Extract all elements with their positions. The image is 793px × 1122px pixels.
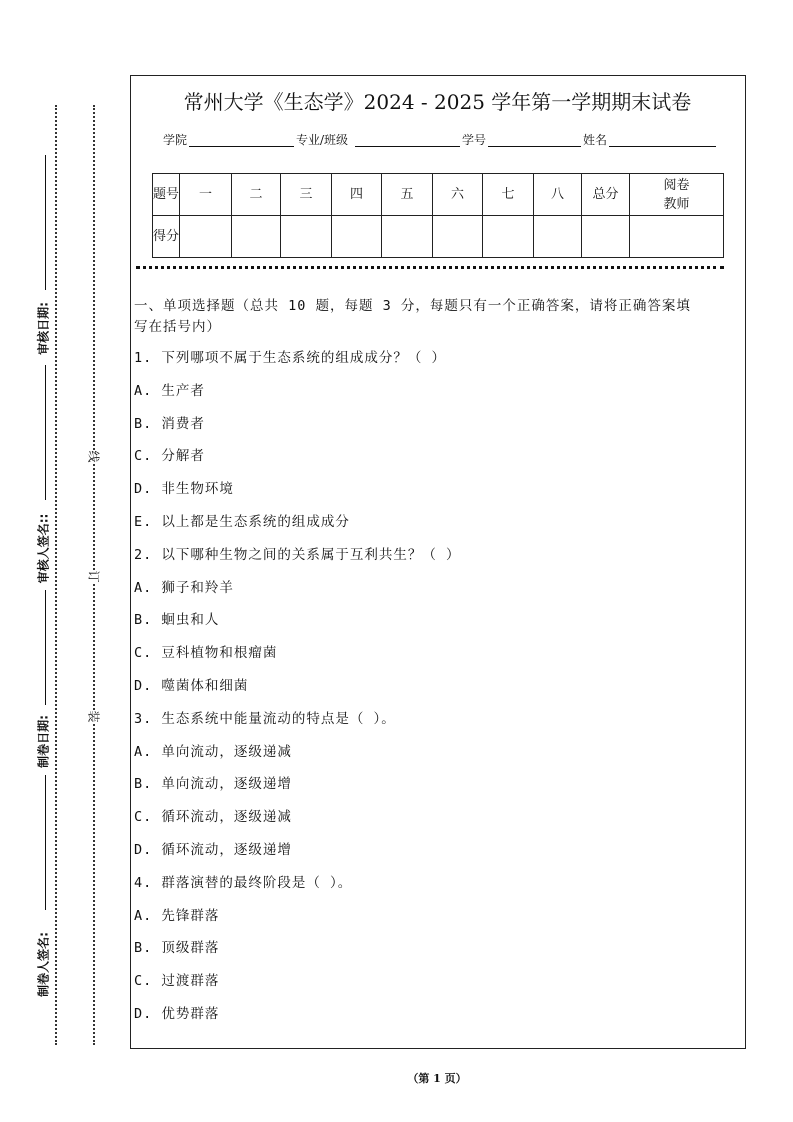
maker-signature-label: 制卷人签名: [36,932,51,997]
question-stem: 2. 以下哪种生物之间的关系属于互利共生？（ ） [134,546,461,563]
binding-mark-ding: 订 [86,570,101,583]
answer-option: E. 以上都是生态系统的组成成分 [134,514,350,530]
answer-option: C. 过渡群落 [134,973,220,990]
make-date-label: 制卷日期: [36,715,51,768]
student-id-field[interactable] [488,132,581,147]
answer-option: A. 单向流动，逐级递减 [134,743,292,760]
dotted-separator [136,266,724,269]
answer-option: D. 非生物环境 [134,481,234,498]
binding-mark-zhuang: 装 [86,710,101,723]
score-row-label: 得分 [153,216,180,258]
score-cell[interactable] [582,216,630,258]
score-cell[interactable] [534,216,582,258]
score-cell[interactable] [180,216,232,258]
review-date-label: 审核日期: [36,302,51,355]
binding-dotted-line-outer [55,105,57,1045]
major-field[interactable] [355,132,460,147]
header-cell: 四 [332,174,382,216]
question-stem: 1. 下列哪项不属于生态系统的组成成分？（ ） [134,350,447,366]
score-cell[interactable] [232,216,281,258]
header-cell: 总分 [582,174,630,216]
score-cell[interactable] [281,216,332,258]
college-field[interactable] [189,132,294,147]
score-cell[interactable] [382,216,433,258]
header-cell: 题号 [153,174,180,216]
score-cell[interactable] [483,216,534,258]
name-label: 姓名 [583,133,608,147]
header-cell: 五 [382,174,433,216]
score-cell[interactable] [433,216,483,258]
header-cell: 一 [180,174,232,216]
answer-option: D. 优势群落 [134,1006,220,1022]
signature-line [45,590,46,705]
signature-line [45,775,46,910]
answer-option: C. 豆科植物和根瘤菌 [134,645,278,662]
score-row [153,216,724,258]
header-cell: 三 [281,174,332,216]
student-id-label: 学号 [462,133,487,147]
answer-option: D. 循环流动，逐级递增 [134,842,292,858]
header-cell: 六 [433,174,483,216]
signature-line [45,365,46,500]
header-cell: 阅卷教师 [630,174,724,216]
answer-option: A. 生产者 [134,382,205,399]
binding-mark-xian: 线 [86,450,101,463]
answer-option: B. 蛔虫和人 [134,612,220,629]
answer-option: D. 噬菌体和细菌 [134,678,249,694]
header-cell: 七 [483,174,534,216]
answer-option: C. 循环流动，逐级递减 [134,809,292,826]
score-cell[interactable] [630,216,724,258]
answer-option: B. 单向流动，逐级递增 [134,776,292,793]
answer-option: B. 消费者 [134,415,205,432]
major-label: 专业/班级 [296,133,349,147]
header-cell: 二 [232,174,281,216]
question-stem: 4. 群落演替的最终阶段是（ ）。 [134,874,353,891]
college-label: 学院 [163,133,188,147]
question-stem: 3. 生态系统中能量流动的特点是（ ）。 [134,710,396,727]
name-field[interactable] [609,132,716,147]
answer-option: A. 狮子和羚羊 [134,579,234,596]
section-heading: 一、单项选择题（总共 10 题，每题 3 分，每题只有一个正确答案，请将正确答案填 [134,298,691,314]
score-table [152,173,724,258]
answer-option: B. 顶级群落 [134,940,220,957]
section-heading-cont: 写在括号内） [134,319,221,335]
reviewer-signature-label: 审核人签名:: [36,513,51,584]
score-cell[interactable] [332,216,382,258]
page-number: （第 1 页） [407,1072,467,1085]
header-cell: 八 [534,174,582,216]
signature-line [45,155,46,290]
exam-title: 常州大学《生态学》2024 - 2025 学年第一学期期末试卷 [183,90,692,114]
answer-option: C. 分解者 [134,448,205,465]
answer-option: A. 先锋群落 [134,907,220,924]
score-table-header-row [153,174,724,216]
